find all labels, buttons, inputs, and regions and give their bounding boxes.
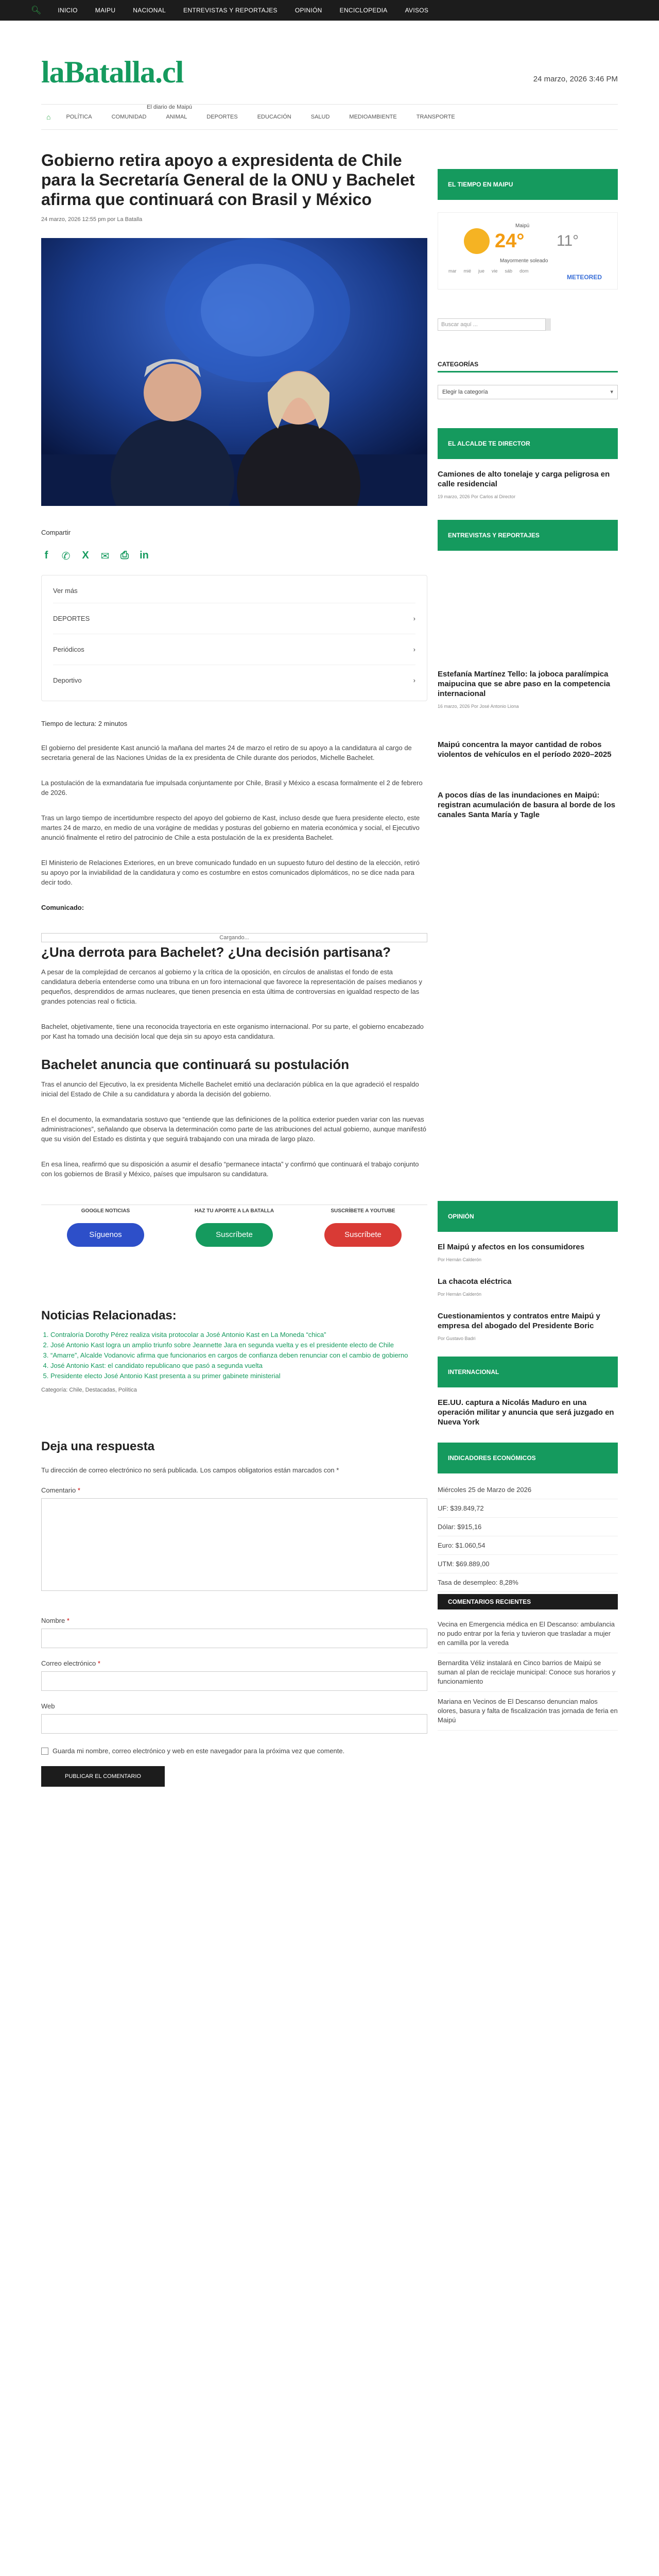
save-info-text: Guarda mi nombre, correo electrónico y web en este navegador para la próxima vez que comente.: [53, 1747, 345, 1755]
chevron-right-icon: ›: [413, 646, 415, 653]
comment-textarea[interactable]: [41, 1498, 427, 1591]
top-bar: [0, 0, 659, 21]
weather-desc: Mayormente soleado: [500, 258, 548, 264]
related-link[interactable]: 5. Presidente electo José Antonio Kast presenta a su primer gabinete ministerial: [50, 1371, 427, 1381]
search-button[interactable]: [546, 318, 551, 331]
subscribe-label: GOOGLE NOTICIAS: [81, 1208, 130, 1214]
ver-mas-item-label: Deportivo: [53, 676, 82, 684]
article-paragraph: A pesar de la complejidad de cercanos al gobierno y la crítica de la oposición, en círculos de analistas el fondo de esta candidatura debería entenderse como una tribuna en un foro internacional que favorece la representación de países medianos y pequeños, desprendidos de armas nucleares, que tienen presencia en esta última de controversias en igualdad respecto de las grandes potencias real o ficticia.: [41, 968, 423, 1005]
checkbox[interactable]: [41, 1748, 48, 1755]
opinion-heading: OPINIÓN: [438, 1201, 618, 1232]
facebook-icon[interactable]: f: [44, 550, 48, 561]
category-line: Categoría: Chile, Destacadas, Política: [41, 1387, 137, 1393]
article-byline: 24 marzo, 2026 12:55 pm por La Batalla: [41, 216, 143, 223]
sidebar-news-title[interactable]: El Maipú y afectos en los consumidores: [438, 1243, 585, 1251]
search-input[interactable]: Buscar aquí ...: [438, 318, 546, 331]
hero-photo: [41, 238, 427, 506]
save-info-checkbox[interactable]: [41, 1746, 427, 1756]
indicators-list: [438, 1481, 618, 1592]
weather-day: jue: [478, 268, 485, 274]
main-nav-item[interactable]: SALUD: [310, 114, 330, 120]
main-nav-item[interactable]: EDUCACIÓN: [257, 114, 291, 120]
top-nav-item[interactable]: AVISOS: [405, 7, 429, 14]
main-nav-item[interactable]: DEPORTES: [206, 114, 238, 120]
article-title: Gobierno retira apoyo a expresidenta de Chile para la Secretaría General de la ONU y Bachelet afirma que continuará con Brasil y México: [41, 151, 415, 209]
indicator-item: Miércoles 25 de Marzo de 2026: [438, 1481, 618, 1499]
article-paragraph: Tras un largo tiempo de incertidumbre respecto del apoyo del gobierno de Kast, incluso desde que fuera presidente electo, este martes 24 de marzo, en medio de una vorágine de medidas y posturas del gobierno en materia económica y social, el Ejecutivo anunció finalmente el retiro del patrocinio de Chile a esta postulación de la ex presidenta Bachelet.: [41, 814, 420, 841]
search-icon[interactable]: 🔍︎: [31, 6, 42, 15]
top-nav-item[interactable]: MAIPU: [95, 7, 116, 14]
sidebar-news-date: Por Hernán Calderón: [438, 1292, 482, 1297]
indicator-item: Dólar: $915,16: [438, 1518, 618, 1536]
main-nav-item[interactable]: MEDIOAMBIENTE: [349, 114, 397, 120]
sidebar-news[interactable]: [438, 469, 618, 499]
email-icon[interactable]: ✉: [100, 551, 110, 562]
ver-mas-item[interactable]: [53, 665, 415, 696]
comment-label: [41, 1486, 427, 1494]
reply-note: Tu dirección de correo electrónico no será publicada. Los campos obligatorios están marcados con *: [41, 1466, 339, 1474]
x-icon[interactable]: X: [82, 550, 89, 561]
chevron-right-icon: ›: [413, 676, 415, 684]
print-icon[interactable]: ⎙: [120, 550, 129, 561]
email-field[interactable]: [41, 1671, 427, 1691]
section-heading: Bachelet anuncia que continuará su postulación: [41, 1057, 350, 1072]
top-nav: [58, 7, 428, 14]
subscribe-label: HAZ TU APORTE A LA BATALLA: [194, 1208, 274, 1214]
whatsapp-icon[interactable]: ✆: [61, 551, 71, 562]
sidebar: [438, 150, 618, 1731]
top-nav-item[interactable]: ENCICLOPEDIA: [339, 7, 388, 14]
sidebar-news-title[interactable]: Estefanía Martínez Tello: la joboca paralímpica maipucina que se abre paso en la competencia internacional: [438, 670, 611, 698]
top-nav-item[interactable]: ENTREVISTAS Y REPORTAJES: [183, 7, 278, 14]
weather-day: mié: [463, 268, 472, 274]
article-paragraph: En el documento, la exmandataria sostuvo que “entiende que las definiciones de la política exterior pueden variar con las nuevas administraciones”, señalando que observa la determinación como parte de las atribuciones del actual gobierno, aunque manifestó que su visión del Estado es distinta y que seguirá trabajando con una mirada de largo plazo.: [41, 1115, 426, 1143]
ver-mas-item-label: DEPORTES: [53, 615, 90, 622]
hero-image: [41, 238, 427, 506]
sidebar-news-title[interactable]: La chacota eléctrica: [438, 1277, 512, 1286]
sidebar-news-date: 16 marzo, 2026 Por José Antonio Liona: [438, 704, 519, 709]
email-label-text: Correo electrónico: [41, 1659, 96, 1667]
categories-heading: CATEGORÍAS: [438, 361, 618, 372]
sidebar-news[interactable]: [438, 790, 618, 820]
related-link[interactable]: 2. José Antonio Kast logra un amplio triunfo sobre Jeannette Jara en segunda vuelta y es el presidente electo de Chile: [50, 1341, 427, 1350]
ver-mas-box: [41, 575, 427, 701]
sidebar-news-date: Por Hernán Calderón: [438, 1257, 482, 1262]
submit-comment-button[interactable]: PUBLICAR EL COMENTARIO: [41, 1766, 165, 1787]
ver-mas-item-label: Periódicos: [53, 646, 84, 653]
subscribe-col: [41, 1205, 170, 1247]
main-nav: [41, 104, 618, 130]
subscribe-col: [170, 1205, 299, 1247]
chevron-right-icon: ›: [413, 615, 415, 622]
ver-mas-item[interactable]: [53, 603, 415, 634]
site-logo[interactable]: laBatalla.cl: [41, 55, 184, 89]
sidebar-news-title[interactable]: Camiones de alto tonelaje y carga peligrosa en calle residencial: [438, 470, 610, 488]
sidebar-news-date: Por Gustavo Badri: [438, 1336, 476, 1341]
share-buttons: [41, 550, 427, 563]
article-paragraph: Bachelet, objetivamente, tiene una reconocida trayectoria en este organismo internacional. Por su parte, el gobierno encabezado por Kast ha tomado una decisión local que deja sin su apoyo esta candidatura.: [41, 1023, 424, 1040]
weather-days: [448, 268, 529, 274]
sidebar-search: [438, 318, 618, 331]
main-nav-item[interactable]: POLÍTICA: [66, 114, 92, 120]
comment-label-text: Comentario: [41, 1486, 76, 1494]
entrevistas-heading: ENTREVISTAS Y REPORTAJES: [438, 520, 618, 551]
weather-temp: 24°: [495, 230, 525, 252]
embed-loading: Cargando...: [41, 933, 427, 942]
subscribe-col: [299, 1205, 427, 1247]
recent-comment[interactable]: Vecina en Emergencia médica en El Descanso: ambulancia no pudo entrar por la feria y tuvieron que trasladar a mujer en camilla por la vereda: [438, 1615, 618, 1653]
recent-comments: [438, 1615, 618, 1731]
recent-comment[interactable]: Mariana en Vecinos de El Descanso denuncian malos olores, basura y falta de fiscalización tras jornada de feria en Maipú: [438, 1692, 618, 1731]
weather-city: Maipú: [515, 223, 530, 229]
web-label: Web: [41, 1702, 55, 1710]
top-nav-item[interactable]: OPINIÓN: [294, 7, 322, 14]
article-paragraph: En esa línea, reafirmó que su disposición a asumir el desafío “permanece intacta” y confirmó que continuará el trabajo conjunto con los gobiernos de Brasil y México, países que impulsaron su candidatura.: [41, 1160, 419, 1178]
name-label-text: Nombre: [41, 1617, 65, 1624]
related-list: [41, 1330, 427, 1381]
top-nav-item[interactable]: INICIO: [58, 7, 78, 14]
related-link[interactable]: 1. Contraloría Dorothy Pérez realiza visita protocolar a José Antonio Kast en La Moneda “chica”: [50, 1330, 427, 1340]
article-paragraph: El Ministerio de Relaciones Exteriores, en un breve comunicado fundado en un supuesto futuro del destino de la elección, retiró su apoyo por la inviabilidad de la candidatura y como es costumbre en estos comunicados diplomáticos, no se dice nada para decir todo.: [41, 859, 420, 886]
director-heading: EL ALCALDE TE DIRECTOR: [438, 428, 618, 459]
reply-heading: Deja una respuesta: [41, 1439, 155, 1453]
sidebar-news-title[interactable]: Maipú concentra la mayor cantidad de robos violentos de vehículos en el período 2020–2025: [438, 740, 612, 759]
required-mark: *: [77, 1486, 80, 1494]
linkedin-icon[interactable]: in: [140, 550, 149, 561]
comments-heading: COMENTARIOS RECIENTES: [438, 1594, 618, 1609]
name-field[interactable]: [41, 1629, 427, 1648]
site-header: [0, 21, 659, 110]
name-label: [41, 1617, 427, 1624]
sidebar-news[interactable]: [438, 669, 618, 709]
required-mark: *: [66, 1617, 70, 1624]
sidebar-news-date: 19 marzo, 2026 Por Carlos al Director: [438, 494, 516, 499]
support-button[interactable]: Suscríbete: [196, 1223, 273, 1247]
main-nav-item[interactable]: ANIMAL: [166, 114, 187, 120]
required-mark: *: [97, 1659, 100, 1667]
category-select[interactable]: Elegir la categoría ▾: [438, 385, 618, 399]
section-heading: ¿Una derrota para Bachelet? ¿Una decisión partisana?: [41, 944, 391, 960]
web-field[interactable]: [41, 1714, 427, 1734]
article-column: [41, 150, 427, 1787]
article-paragraph: El gobierno del presidente Kast anunció la mañana del martes 24 de marzo el retiro de su apoyo a la candidatura al cargo de secretaria general de las Naciones Unidas de la ex presidenta de Chile durante dos periodos, Michelle Bachelet.: [41, 744, 412, 761]
weather-widget[interactable]: [438, 212, 618, 290]
comunicado-label: Comunicado:: [41, 904, 84, 911]
weather-day: vie: [492, 268, 498, 274]
related-link[interactable]: 4. José Antonio Kast: el candidato republicano que pasó a segunda vuelta: [50, 1361, 427, 1370]
indicator-item: Euro: $1.060,54: [438, 1536, 618, 1555]
subscribe-label: SUSCRÍBETE A YOUTUBE: [331, 1208, 395, 1214]
ver-mas-title: Ver más: [53, 587, 78, 595]
share-label: Compartir: [41, 529, 71, 536]
recent-comment[interactable]: Bernardita Véliz instalará en Cinco barrios de Maipú se suman al plan de reciclaje municipal: Conoce sus horarios y funcionamiento: [438, 1653, 618, 1692]
youtube-button[interactable]: Suscríbete: [324, 1223, 402, 1247]
indicators-heading: INDICADORES ECONÓMICOS: [438, 1443, 618, 1473]
sidebar-news-title[interactable]: EE.UU. captura a Nicolás Maduro en una operación militar y anuncia que será juzgado en Nueva York: [438, 1398, 614, 1427]
main-nav-item[interactable]: COMUNIDAD: [111, 114, 147, 120]
weather-heading: EL TIEMPO EN MAIPU: [438, 169, 618, 200]
read-time: Tiempo de lectura: 2 minutos: [41, 720, 128, 727]
subscribe-row: [41, 1205, 427, 1247]
related-link[interactable]: 3. “Amarre”, Alcalde Vodanovic afirma que funcionarios en cargos de confianza deben renunciar con el cambio de gobierno: [50, 1351, 427, 1360]
article-paragraph: La postulación de la exmandataria fue impulsada conjuntamente por Chile, Brasil y México a escasa formalmente el 2 de febrero de 2026.: [41, 779, 423, 796]
sidebar-news[interactable]: [438, 1311, 618, 1341]
sidebar-news-title[interactable]: Cuestionamientos y contratos entre Maipú y empresa del abogado del Presidente Boric: [438, 1312, 600, 1330]
header-date: 24 marzo, 2026 3:46 PM: [533, 75, 618, 83]
top-nav-item[interactable]: NACIONAL: [133, 7, 166, 14]
weather-day: mar: [448, 268, 457, 274]
email-label: [41, 1659, 427, 1667]
indicator-item: Tasa de desempleo: 8,28%: [438, 1573, 618, 1592]
home-icon[interactable]: ⌂: [46, 113, 51, 121]
sidebar-news[interactable]: [438, 1242, 618, 1262]
sun-icon: [464, 228, 490, 254]
site-tagline: El diario de Maipú: [147, 104, 193, 110]
article-paragraph: Tras el anuncio del Ejecutivo, la ex presidenta Michelle Bachelet emitió una declaración pública en la que agradeció el respaldo inicial del Estado de Chile a su candidatura y aborda la decisión del gobierno.: [41, 1080, 419, 1098]
weather-day: sáb: [505, 268, 513, 274]
weather-low: 11°: [557, 232, 579, 249]
sidebar-news[interactable]: [438, 1277, 618, 1297]
sidebar-news[interactable]: [438, 740, 618, 759]
google-news-button[interactable]: Síguenos: [67, 1223, 144, 1247]
weather-day: dom: [519, 268, 529, 274]
indicator-item: UF: $39.849,72: [438, 1499, 618, 1518]
ver-mas-item[interactable]: [53, 634, 415, 665]
related-heading: Noticias Relacionadas:: [41, 1309, 177, 1323]
sidebar-news[interactable]: [438, 1398, 618, 1427]
sidebar-news-title[interactable]: A pocos días de las inundaciones en Maipú: registran acumulación de basura al borde de los canales Santa María y Tagle: [438, 791, 616, 819]
intl-heading: INTERNACIONAL: [438, 1357, 618, 1387]
weather-brand[interactable]: METEORED: [566, 274, 602, 281]
indicator-item: UTM: $69.889,00: [438, 1555, 618, 1573]
main-nav-item[interactable]: TRANSPORTE: [416, 114, 455, 120]
